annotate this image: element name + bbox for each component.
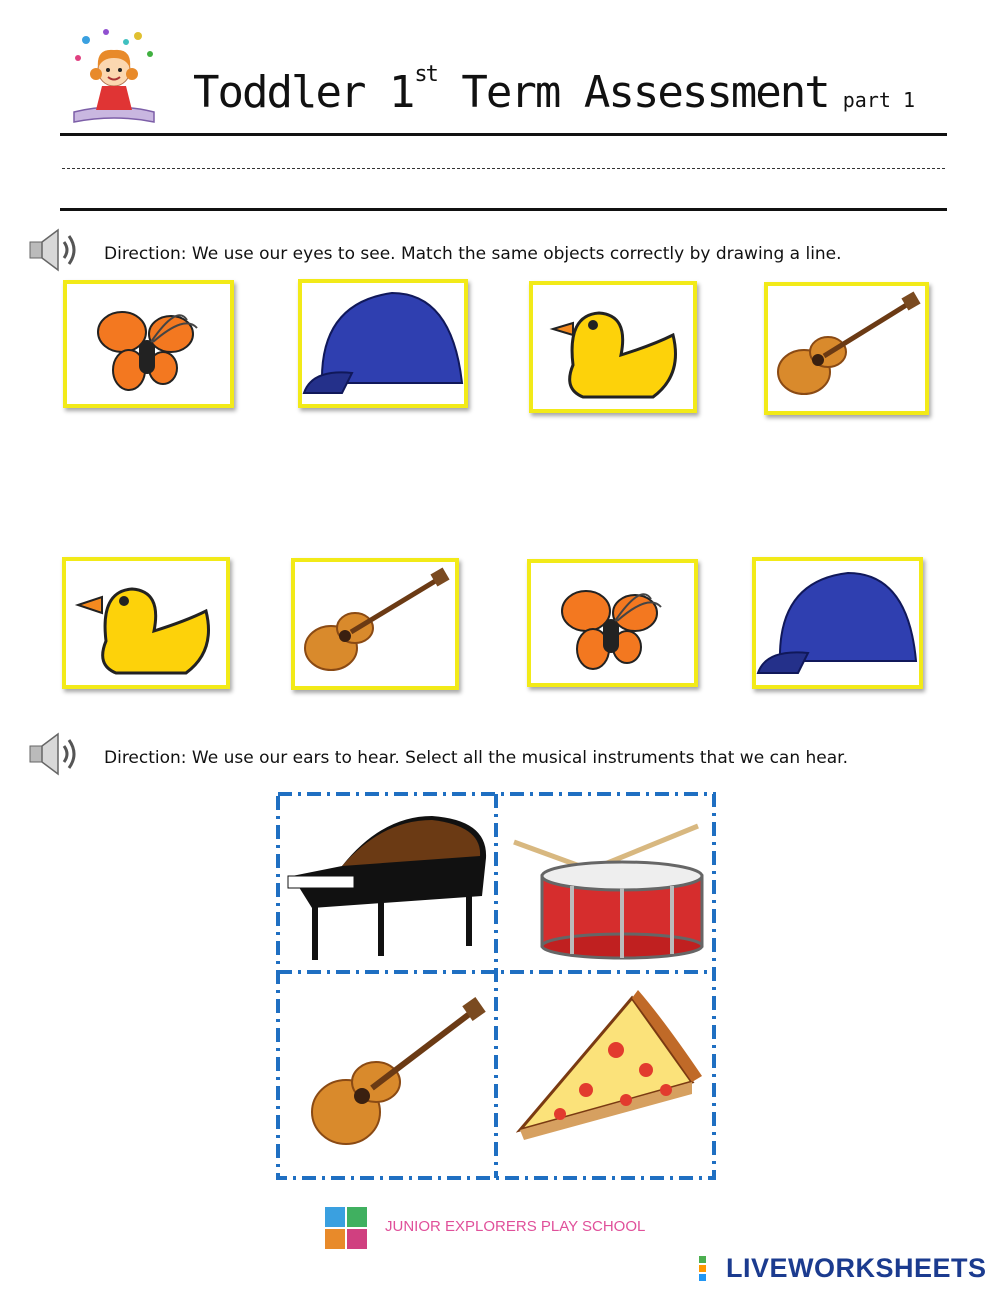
cap-icon	[302, 283, 464, 404]
match-top-cap[interactable]	[298, 279, 468, 408]
duck-icon	[66, 561, 226, 685]
piano-icon	[282, 806, 492, 966]
duck-icon	[533, 285, 693, 409]
title-part: part 1	[842, 88, 916, 112]
reading-girl-logo	[66, 24, 162, 128]
school-name: JUNIOR EXPLORERS PLAY SCHOOL	[385, 1218, 646, 1235]
option-pizza[interactable]	[516, 990, 702, 1150]
name-line-dashed[interactable]	[62, 168, 945, 169]
name-line-bottom	[60, 208, 947, 211]
guitar-icon	[295, 562, 455, 686]
title-rest: Term Assessment	[436, 67, 829, 118]
drum-icon	[502, 816, 710, 966]
liveworksheets-brand: LIVEWORKSHEETS	[726, 1253, 987, 1283]
direction-eyes: Direction: We use our eyes to see. Match the same objects correctly by drawing a line.	[104, 244, 842, 264]
match-top-butterfly[interactable]	[63, 280, 234, 408]
instrument-grid	[276, 792, 716, 1180]
speaker-icon[interactable]	[26, 226, 82, 274]
option-piano[interactable]	[282, 806, 492, 966]
title-main: Toddler 1	[193, 67, 414, 118]
school-logo	[323, 1205, 369, 1251]
butterfly-icon	[67, 284, 230, 404]
match-bottom-cap[interactable]	[752, 557, 923, 689]
page-title	[193, 62, 915, 118]
guitar-icon	[302, 992, 488, 1162]
cap-icon	[756, 561, 919, 685]
guitar-icon	[768, 286, 925, 411]
match-bottom-duck[interactable]	[62, 557, 230, 689]
match-bottom-butterfly[interactable]	[527, 559, 698, 687]
option-guitar[interactable]	[302, 992, 488, 1162]
match-bottom-guitar[interactable]	[291, 558, 459, 690]
name-line-top	[60, 133, 947, 136]
direction-ears: Direction: We use our ears to hear. Select all the musical instruments that we can hear.	[104, 748, 848, 768]
match-top-duck[interactable]	[529, 281, 697, 413]
speaker-icon[interactable]	[26, 730, 82, 778]
liveworksheets-icon	[699, 1256, 723, 1281]
pizza-icon	[516, 990, 702, 1150]
option-drum[interactable]	[502, 816, 710, 966]
butterfly-icon	[531, 563, 694, 683]
match-top-guitar[interactable]	[764, 282, 929, 415]
title-superscript: st	[414, 62, 437, 87]
